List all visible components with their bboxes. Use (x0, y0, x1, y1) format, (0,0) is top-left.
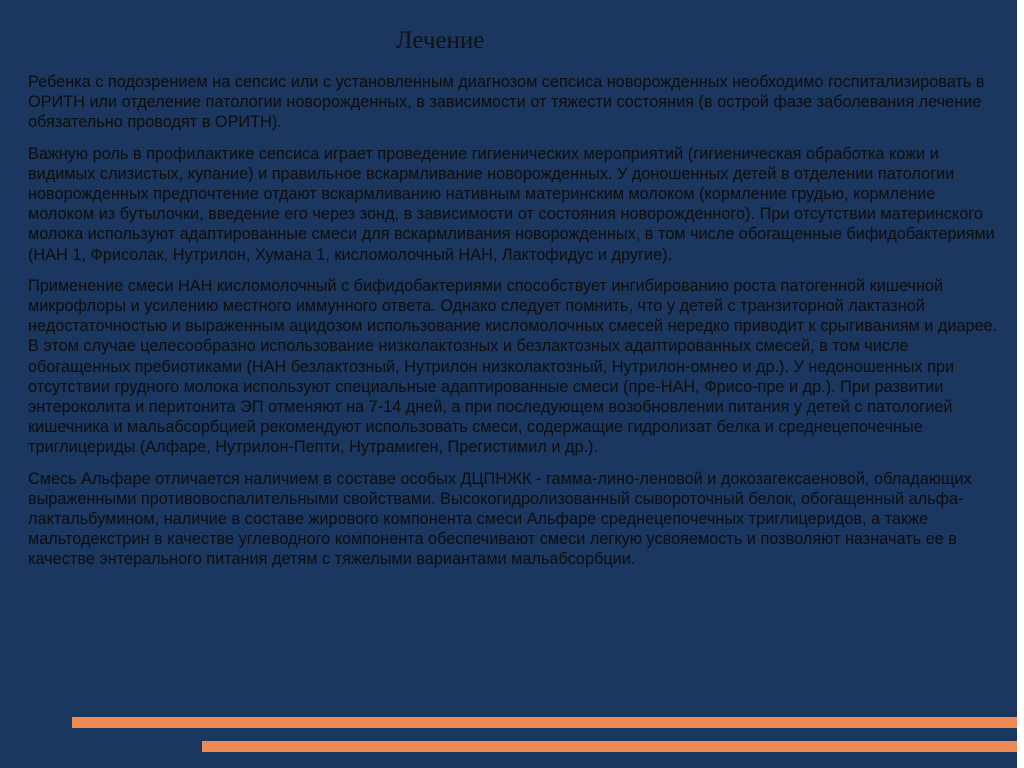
accent-bar-bottom (202, 741, 1017, 752)
paragraph-hospitalization: Ребенка с подозрением на сепсис или с установленным диагнозом сепсиса новорожденных необходимо госпитализировать в ОРИТН или отделение патологии новорожденных, в зависимости от тяжести состояния (в острой фазе заболевания лечение обязательно проводят в ОРИТН). (28, 73, 985, 132)
accent-bar-top (72, 717, 1017, 728)
slide-title: Лечение (395, 27, 485, 54)
paragraph-alfare-formula: Смесь Альфаре отличается наличием в составе особых ДЦПНЖК - гамма-лино-леновой и докозагексаеновой, обладающих выраженными противовоспалительными свойствами. Высокогидролизованный сывороточный белок, обогащенный альфа-лактальбумином, наличие в составе жирового компонента смеси Альфаре среднецепочечных триглицеридов, а также мальтодекстрин в качестве углеводного компонента обеспечивают смеси легкую усвояемость и позволяют назначать ее в качестве энтерального питания детям с тяжелыми вариантами мальабсорбции. (28, 469, 972, 569)
paragraph-prevention-feeding: Важную роль в профилактике сепсиса играет проведение гигиенических мероприятий (гигиеническая обработка кожи и видимых слизистых, купание) и правильное вскармливание новорожденных. У доношенных детей в отделении патологии новорожденных предпочтение отдают вскармливанию нативным материнским молоком (кормление грудью, кормление молоком из бутылочки, введение его через зонд, в зависимости от состояния новорожденного). При отсутствии материнского молока используют адаптированные смеси для вскармливания новорожденных, в том числе обогащенные бифидобактериями (НАН 1, Фрисолак, Нутрилон, Хумана 1, кисломолочный НАН, Лактофидус и другие). (28, 144, 995, 264)
paragraph-nan-formula: Применение смеси НАН кисломолочный с бифидобактериями способствует ингибированию роста патогенной кишечной микрофлоры и усилению местного иммунного ответа. Однако следует помнить, что у детей с транзиторной лактазной недостаточностью и выраженным ацидозом использование кисломолочных смесей нередко приводит к срыгиваниям и диарее. В этом случае целесообразно использование низколактозных и безлактозных адаптированных смесей, в том числе обогащенных пребиотиками (НАН безлактозный, Нутрилон низколактозный, Нутрилон-омнео и др.). У недоношенных при отсутствии грудного молока используют специальные адаптированные смеси (пре-НАН, Фрисо-пре и др.). При развитии энтероколита и перитонита ЭП отменяют на 7-14 дней, а при последующем возобновлении питания у детей с патологией кишечника и мальабсорбцией рекомендуют использовать смеси, содержащие гидролизат белка и среднецепочечные триглицериды (Алфаре, Нутрилон-Пепти, Нутрамиген, Прегистимил и др.). (28, 276, 998, 457)
slide-body (28, 72, 1000, 581)
